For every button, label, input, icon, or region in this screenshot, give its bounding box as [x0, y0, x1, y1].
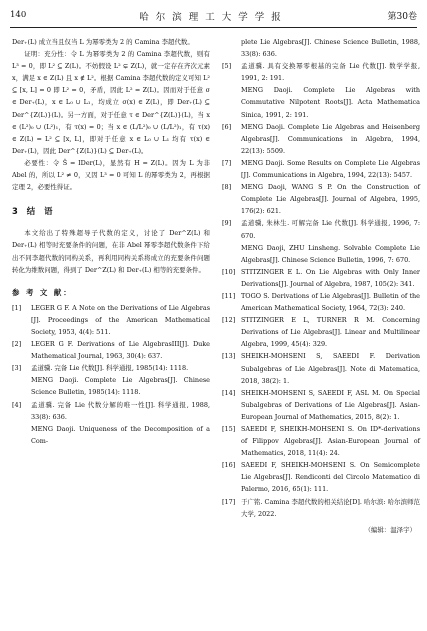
reference-item: [6] MENG Daoji. Complete Lie Algebras and Heisenberg Algebras[J]. Communications in Algebra, 1994, 22(13): 5509.: [222, 122, 420, 155]
reference-item: [12] STITZINGER E L, TURNER R M. Concerning Derivations of Lie Algebras[J]. Linear and Multilinear Algebra, 1999, 45(4): 329.: [222, 316, 420, 349]
reference-item: [10] STITZINGER E L. On Lie Algebras with Only Inner Derivations[J]. Journal of Algebra, 1987, 105(2): 341.: [222, 267, 420, 288]
reference-item: MENG Daoji, ZHU Linsheng. Solvable Complete Lie Algebras[J]. Chinese Science Bulletin, 1996, 7: 670.: [241, 243, 420, 264]
reference-item: [5] 孟道骥. 具有交换幂零根基的完备 Lie 代数[J]. 数学学报, 1991, 2: 191.: [222, 62, 420, 83]
theorem-conclusion: Der₊(L) 成立当且仅当 L 为幂零类为 2 的 Camina 李超代数。: [12, 38, 194, 46]
reference-item: [13] SHEIKH-MOHSENI S, SAEEDI F. Derivation Subalgebras of Lie Algebras[J]. Note di Matematica, 2018, 38(2): 1.: [222, 352, 420, 385]
reference-item: [1] LEGER G F. A Note on the Derivations of Lie Algebras [J]. Proceedings of the American Mathematical Society, 1953, 4(4): 511.: [12, 303, 210, 336]
reference-list-right: [222, 36, 420, 520]
reference-item: plete Lie Algebras[J]. Chinese Science Bulletin, 1988, 33(8): 636.: [241, 38, 420, 59]
reference-item: [16] SAEEDI F, SHEIKH-MOHSENI S. On Semicomplete Lie Algebras[J]. Rendiconti del Circolo Matematico di Palermo, 2016, 65(1): 111.: [222, 461, 420, 494]
reference-item: [2] LEGER G F. Derivations of Lie AlgebrasIII[J]. Duke Mathematical Journal, 1963, 30(4): 637.: [12, 340, 210, 361]
reference-item: MENG Daoji. Uniqueness of the Decomposition of a Com-: [31, 424, 210, 445]
reference-item: MENG Daoji. Complete Lie Algebras with Commutative Nilpotent Roots[J]. Acta Mathematica Sinica, 1991, 2: 191.: [241, 86, 420, 119]
page-header: [10, 8, 417, 26]
conclusion-paragraph: 本文给出了特殊超导子代数的定义，讨论了 Der^Z(L) 和 Der₊(L) 相等时充要条件的问题，在非 Abel 幂零李超代数条件下给出不同李超代数的同构关系，再利用同构关系将成立的充要条件问题转化为维数问题，得到了 Der^Z(L) 和 Der₊(L) 相等的充要条件。: [12, 229, 210, 274]
reference-item: [7] MENG Daoji. Some Results on Complete Lie Algebras [J]. Communications in Algebra, 1994, 22(13): 5457.: [222, 158, 420, 180]
reference-item: MENG Daoji. Complete Lie Algebras[J]. Chinese Science Bulletin, 1985(14): 1118.: [31, 376, 210, 397]
reference-item: [15] SAEEDI F, SHEIKH-MOHSENI S. On ID*-derivations of Filippov Algebras[J]. Asian-European Journal of Mathematics, 2018, 11(4): 24.: [222, 425, 420, 458]
right-column: [222, 36, 420, 536]
volume-label: 第30卷: [387, 12, 417, 22]
left-column: [12, 36, 210, 447]
references-title: 参 考 文 献：: [12, 287, 73, 297]
reference-item: [11] TOGO S. Derivations of Lie Algebras[J]. Bulletin of the American Mathematical Society, 1964, 72(3): 240.: [222, 291, 420, 313]
reference-list-left: [12, 302, 210, 447]
reference-item: [9] 孟道骥, 朱林生. 可解完备 Lie 代数[J]. 科学通报, 1996, 7: 670.: [222, 219, 420, 240]
proof-sufficiency: 证明：充分性：令 L 为幂零类为 2 的 Camina 李超代数，则有 L³ = 0，即 L² ⊆ Z(L)。不妨假设 L² ⊊ Z(L)，就一定存在齐次元素 x，满足 x ∈ Z(L) 且 x ∉ L²。根据 Camina 李超代数的定义可知 L² ⊆ [x, L] = 0 即 L² = 0，矛盾，因此 L² = Z(L)。因而对于任意 σ ∈ Der₊(L)，x ∈ L₀ ∪ L₁，均成立 σ(x) ∈ Z(L)，即 Der₊(L) ⊆ Der^{Z(L)}(L)。另一方面，对于任意 τ ∈ Der^{Z(L)}(L)，当 x ∈ (L²)₀ ∪ (L²)₁，有 τ(x) = 0；当 x ∈ (L/L²)₀ ∪ (L/L²)₁，有 τ(x) ∈ Z(L) = L² ⊆ [x, L]，即对于任意 x ∈ L₀ ∪ L₁ 均有 τ(x) ∈ Der₊(L)，因此 Der^{Z(L)}(L) ⊆ Der₊(L)。: [12, 50, 210, 155]
reference-item: [17] 于广铭. Camina 李超代数的相关结论[D]. 哈尔滨: 哈尔滨师范大学, 2022.: [222, 497, 420, 518]
reference-item: [14] SHEIKH-MOHSENI S, SAEEDI F, ASL M. On Special Subalgebras of Derivations of Lie Algebras[J]. Asian-European Journal of Mathematics, 2015, 8(2): 1.: [222, 388, 420, 421]
journal-name: 哈尔滨理工大学学报: [139, 12, 288, 23]
section-title-conclusion: 3 结 语: [12, 206, 53, 217]
page-number: 140: [10, 10, 27, 20]
editor-note: （编辑：温泽宇）: [364, 525, 416, 534]
proof-necessity: 必要性：令 Ŝ = IDer(L)，显然有 H = Z(L)。因为 L 为非 Abel 的，所以 L² ≠ 0，又因 L³ = 0 可知 L 的幂零类为 2，再根据定理 2，必要性得证。: [12, 158, 210, 192]
reference-item: [3] 孟道骥. 完备 Lie 代数[J]. 科学通报, 1985(14): 1118.: [12, 364, 189, 373]
reference-item: [4] 孟道骥. 完备 Lie 代数分解的唯一性[J]. 科学通报, 1988, 33(8): 636.: [12, 400, 210, 421]
reference-item: [8] MENG Daoji, WANG S P. On the Construction of Complete Lie Algebras[J]. Journal of Algebra, 1995, 176(2): 621.: [222, 183, 420, 216]
header-rule: [10, 27, 417, 28]
